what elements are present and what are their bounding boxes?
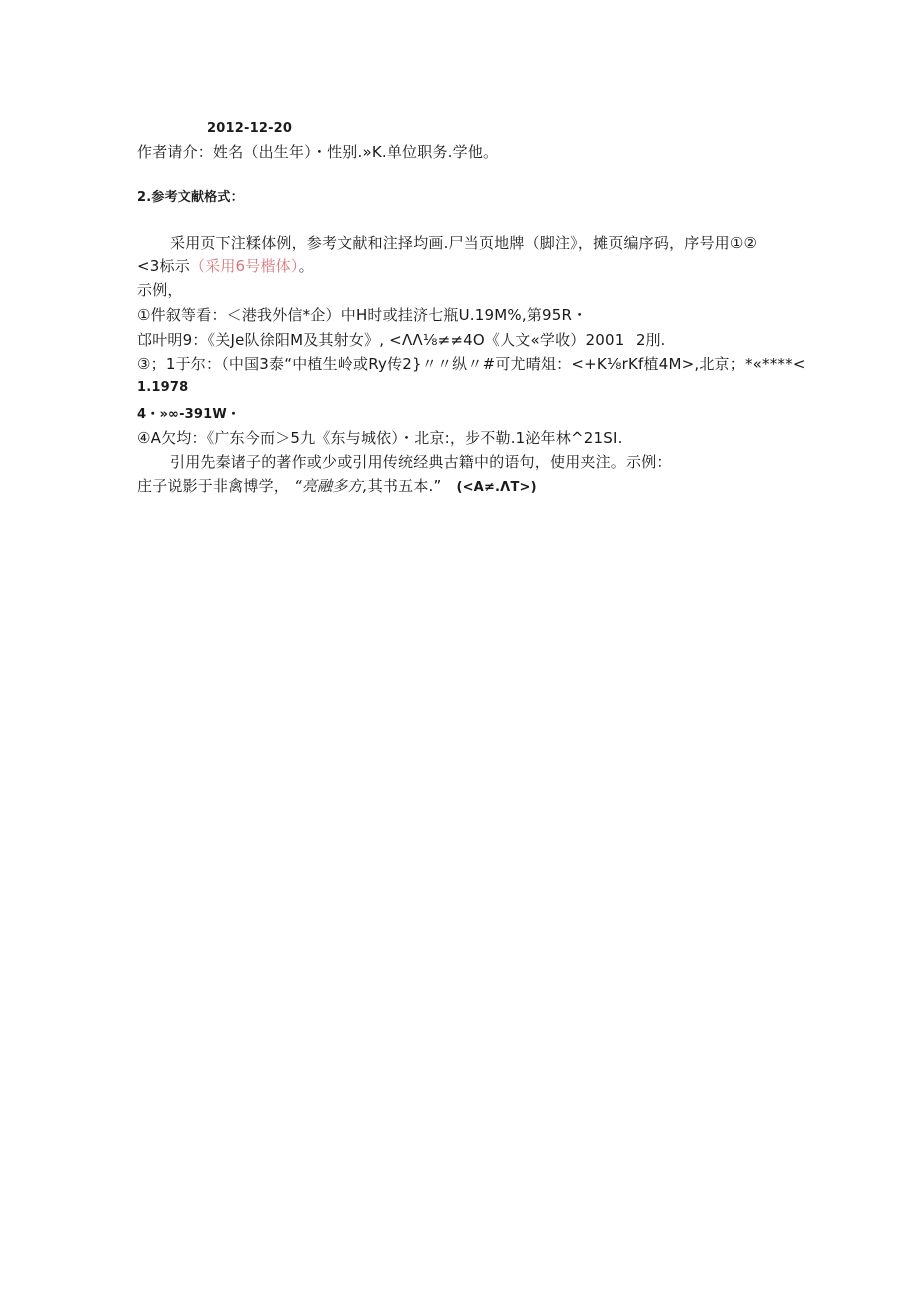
paragraph-1-line-2 (137, 256, 314, 276)
reference-1: ①件叙等看：＜港我外信*企）中H时或挂济七瓶U.19M%,第95R・ (137, 306, 588, 324)
quote-example-citation: (<A≠.ΛT>) (456, 480, 537, 495)
reference-4-prefix: 4・»∞-391W・ (137, 407, 241, 422)
quote-example (137, 476, 537, 498)
reference-3-continuation: 1.1978 (137, 380, 189, 395)
section-heading: 2.参考文献格式： (137, 190, 244, 205)
reference-2-tail: 2刖. (636, 331, 666, 349)
example-label: 示例， (137, 281, 183, 299)
author-intro: 作者请介：姓名（出生年）・性别.»K.单位职务.学他。 (137, 143, 499, 161)
reference-2: 邙叶明9：《关Je队徐阳M及其射女》, <ΛΛ⅛≠≠4O《人文«学收）2001 (137, 331, 625, 349)
paragraph-1-line-1: 采用页下注糅体例，参考文献和注择均画.尸当页地牌（脚注》，摊页编序码，序号用①② (170, 234, 758, 252)
reference-4: ④A欠均：《广东今而＞5九《东与城依）・北京:，步不勒.1泌年林^21SI. (137, 429, 623, 447)
paragraph-2: 引用先秦诸子的著作或少或引用传统经典古籍中的语句，使用夹注。示例： (170, 453, 672, 471)
highlighted-note: （采用6号楷体） (189, 257, 299, 275)
quote-example-middle: 其书五本.” (367, 477, 442, 495)
quote-example-start: 庄子说影于非禽博学， (137, 477, 290, 495)
document-date: 2012-12-20 (207, 121, 293, 136)
paragraph-1-line-2-start: <3标示 (137, 257, 190, 275)
reference-3: ③；1于尔：（中国3泰“中植生岭或Ry传2}〃〃纵〃#可尤晴俎：<+K⅛rKf植4M>,北京；*«****< (137, 355, 806, 373)
quote-example-italic: “亮融多方, (293, 477, 368, 495)
paragraph-1-line-2-end: 。 (298, 257, 314, 275)
